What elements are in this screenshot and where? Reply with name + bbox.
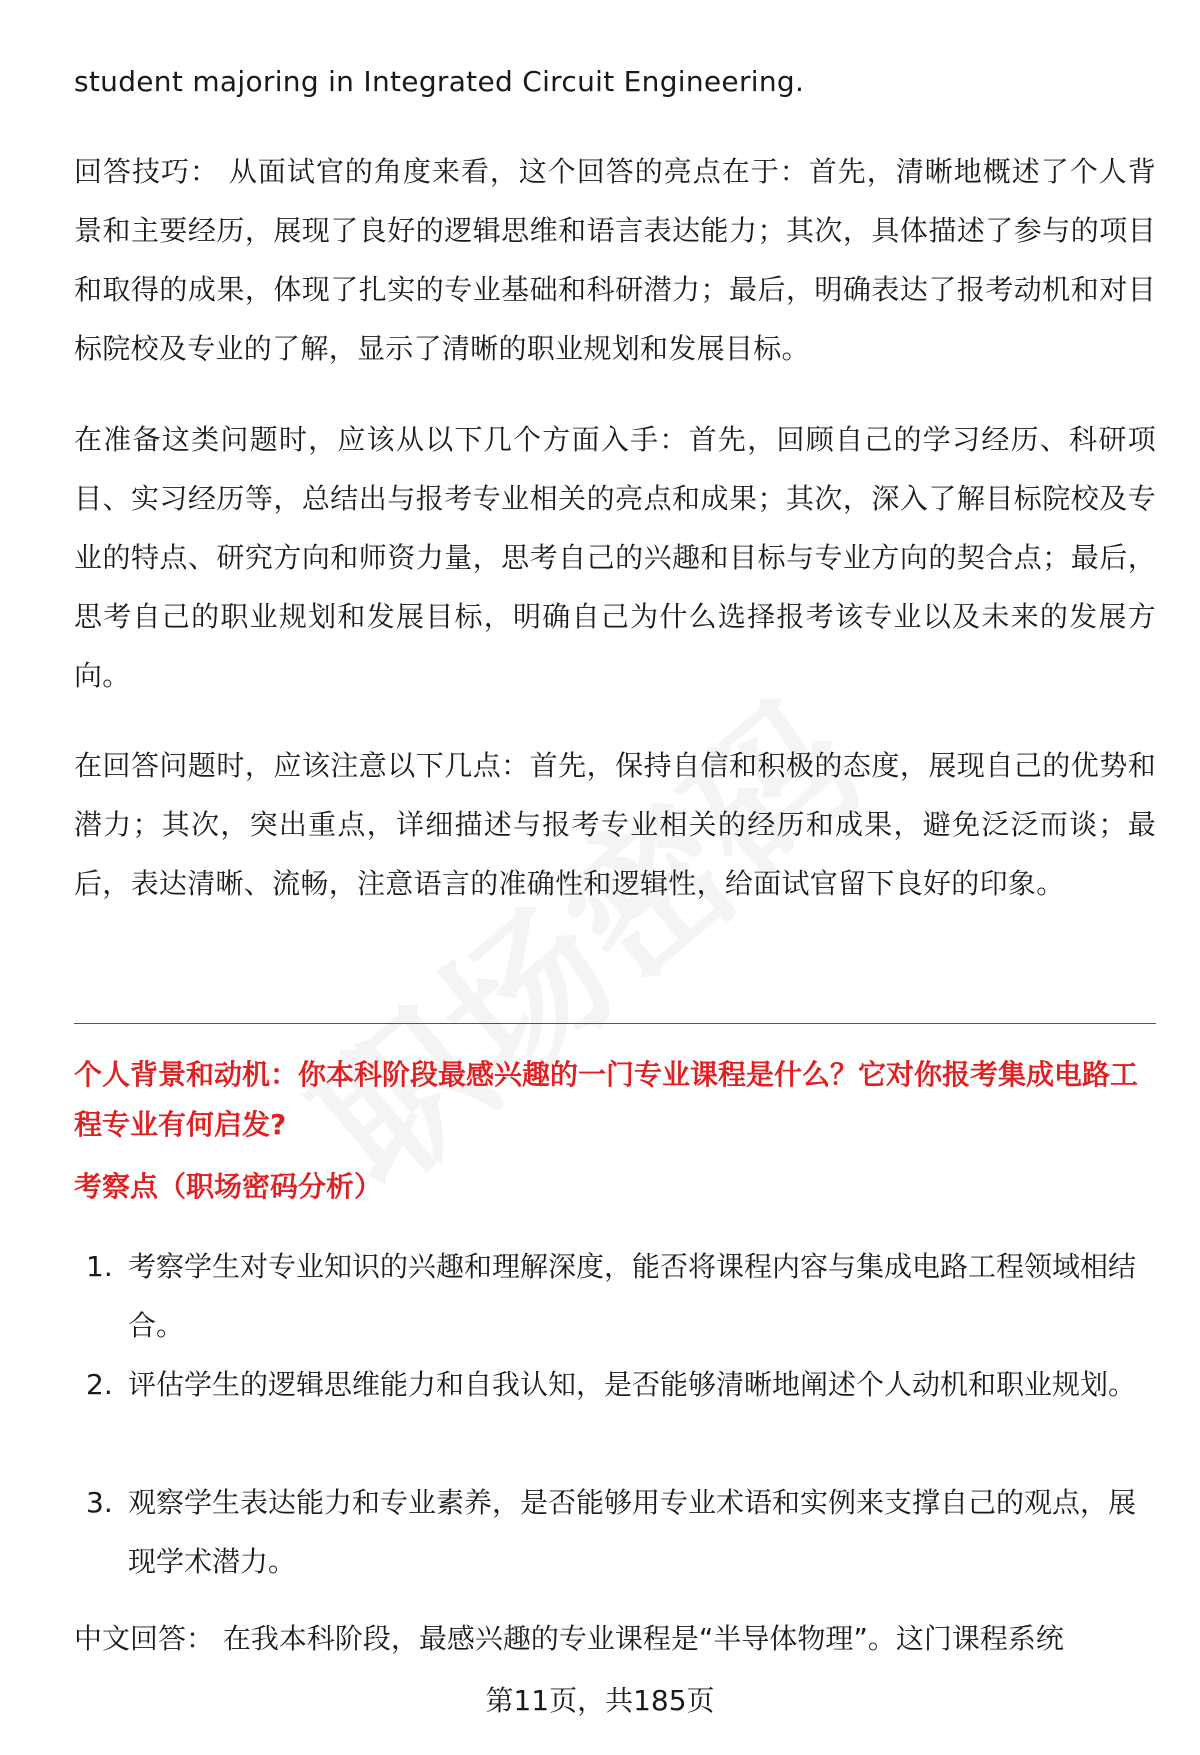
list-item-text: 考察学生对专业知识的兴趣和理解深度，能否将课程内容与集成电路工程领域相结合。	[128, 1250, 1137, 1342]
assessment-points-heading: 考察点（职场密码分析）	[74, 1170, 383, 1203]
list-item-number: 1.	[86, 1250, 113, 1283]
list-item	[74, 1237, 1156, 1355]
preparation-paragraph: 在准备这类问题时，应该从以下几个方面入手：首先，回顾自己的学习经历、科研项目、实习经历等，总结出与报考专业相关的亮点和成果；其次，深入了解目标院校及专业的特点、研究方向和师资力量，思考自己的兴趣和目标与专业方向的契合点；最后，思考自己的职业规划和发展目标，明确自己为什么选择报考该专业以及未来的发展方向。	[74, 423, 1156, 692]
question-title: 个人背景和动机：你本科阶段最感兴趣的一门专业课程是什么？它对你报考集成电路工程专业有何启发?	[74, 1058, 1139, 1141]
page-number: 第11页，共185页	[485, 1684, 715, 1717]
list-item	[74, 1473, 1156, 1591]
assessment-points-list	[74, 1237, 1156, 1591]
answer-tips-paragraph: 在回答问题时，应该注意以下几点：首先，保持自信和积极的态度，展现自己的优势和潜力；其次，突出重点，详细描述与报考专业相关的经历和成果，避免泛泛而谈；最后，表达清晰、流畅，注意语言的准确性和逻辑性，给面试官留下良好的印象。	[74, 749, 1156, 900]
tips-paragraph: 回答技巧： 从面试官的角度来看，这个回答的亮点在于：首先，清晰地概述了个人背景和主要经历，展现了良好的逻辑思维和语言表达能力；其次，具体描述了参与的项目和取得的成果，体现了扎实的专业基础和科研潜力；最后，明确表达了报考动机和对目标院校及专业的了解，显示了清晰的职业规划和发展目标。	[74, 155, 1156, 365]
list-item	[74, 1355, 1156, 1473]
page-footer	[0, 1676, 1200, 1726]
list-item-text: 观察学生表达能力和专业素养，是否能够用专业术语和实例来支撑自己的观点，展现学术潜力。	[128, 1486, 1137, 1578]
list-item-text: 评估学生的逻辑思维能力和自我认知，是否能够清晰地阐述个人动机和职业规划。	[128, 1368, 1137, 1401]
intro-tail-paragraph: student majoring in Integrated Circuit Engineering.	[74, 65, 805, 98]
section-divider	[74, 1023, 1156, 1024]
list-item-number: 3.	[86, 1486, 113, 1519]
chinese-answer-paragraph: 中文回答： 在我本科阶段，最感兴趣的专业课程是“半导体物理”。这门课程系统	[74, 1622, 1064, 1655]
list-item-number: 2.	[86, 1368, 113, 1401]
